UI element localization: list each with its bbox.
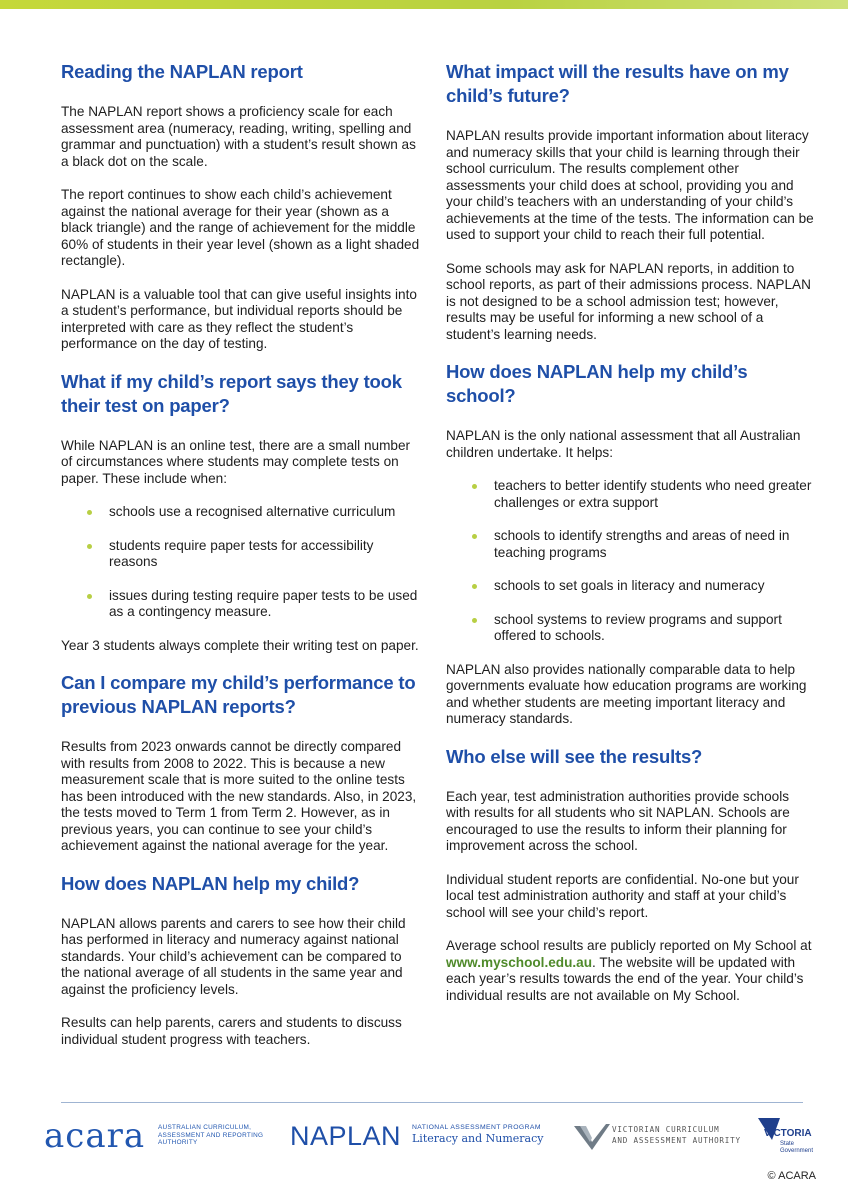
text-before-link: Average school results are publicly reported on My School at xyxy=(446,938,812,953)
victoria-wordmark: VICTORIA xyxy=(764,1128,812,1139)
left-column xyxy=(61,60,421,1065)
list-item xyxy=(446,612,816,645)
acara-logo: acara xyxy=(44,1116,146,1156)
section-heading: How does NAPLAN help my child’s school? xyxy=(446,361,748,406)
footer-divider xyxy=(61,1102,803,1103)
paragraph: NAPLAN also provides nationally comparable data to help governments evaluate how education programs are working and whether students are meeting important literacy and numeracy standards. xyxy=(446,661,807,726)
section-heading: What impact will the results have on my child’s future? xyxy=(446,61,789,106)
list-item-text: teachers to better identify students who need greater challenges or extra support xyxy=(494,478,812,510)
list-item-text: issues during testing require paper tests to be used as a contingency measure. xyxy=(109,587,418,619)
section-help-school xyxy=(446,360,816,728)
paragraph: NAPLAN is a valuable tool that can give useful insights into a student’s performance, but individual reports should be interpreted with care as they reflect the student’s performance on the day of testing. xyxy=(61,286,417,351)
section-heading: Reading the NAPLAN report xyxy=(61,61,303,82)
paragraph: While NAPLAN is an online test, there are a small number of circumstances where students may complete tests on paper. These include when: xyxy=(61,437,411,486)
vcaa-tick-icon xyxy=(572,1122,612,1152)
section-paper-test xyxy=(61,370,421,655)
list-item xyxy=(446,478,816,511)
bullet-list xyxy=(61,504,421,621)
naplan-logo-subtitle xyxy=(412,1124,547,1145)
bullet-icon xyxy=(472,534,477,539)
acara-logo-subtitle: AUSTRALIAN CURRICULUM, ASSESSMENT AND REPORTING AUTHORITY xyxy=(158,1124,264,1146)
list-item xyxy=(61,504,421,521)
list-item-text: school systems to review programs and support offered to schools. xyxy=(494,611,782,643)
bullet-icon xyxy=(87,544,92,549)
footer-logos xyxy=(0,1112,848,1162)
paragraph: Each year, test administration authorities provide schools with results for all students who sit NAPLAN. Schools are encouraged to use the results to inform their planning for improvement across the school. xyxy=(446,788,790,853)
section-reading-report xyxy=(61,60,421,353)
naplan-logo: NAPLAN xyxy=(290,1121,402,1151)
naplan-subtitle-line-2: Literacy and Numeracy xyxy=(412,1132,544,1145)
vcaa-line-1: VICTORIAN CURRICULUM xyxy=(612,1125,720,1134)
section-who-sees-results xyxy=(446,745,816,1005)
section-impact-future xyxy=(446,60,816,343)
victoria-sub-2: Government xyxy=(780,1148,814,1154)
section-help-child xyxy=(61,872,421,1049)
paragraph-my-school xyxy=(446,938,816,1004)
top-accent-bar xyxy=(0,0,848,9)
paragraph: Year 3 students always complete their writing test on paper. xyxy=(61,637,419,653)
victoria-sub-1: State xyxy=(780,1141,795,1147)
paragraph: The NAPLAN report shows a proficiency scale for each assessment area (numeracy, reading, writing, spelling and grammar and punctuation) with a student’s result shown as a black dot on the scale. xyxy=(61,104,416,169)
list-item-text: schools to identify strengths and areas of need in teaching programs xyxy=(494,528,790,560)
bullet-icon xyxy=(87,594,92,599)
myschool-link[interactable]: www.myschool.edu.au xyxy=(446,954,593,970)
list-item xyxy=(446,578,816,595)
bullet-icon xyxy=(472,618,477,623)
paragraph: Results from 2023 onwards cannot be directly compared with results from 2008 to 2022. This is because a new measurement scale that is more suited to the online tests has been introduced with the new standards. Also, in 2023, the tests moved to Term 1 from Term 2. However, as in previous years, you can continue to see your child’s achievement against the national average for the year. xyxy=(61,739,417,853)
vcaa-logo-text xyxy=(612,1124,752,1146)
list-item xyxy=(446,528,816,561)
victoria-government-logo xyxy=(758,1116,822,1156)
bullet-list xyxy=(446,478,816,645)
copyright-text: © ACARA xyxy=(767,1170,816,1182)
bullet-icon xyxy=(472,484,477,489)
bullet-icon xyxy=(472,584,477,589)
naplan-subtitle-line-1: NATIONAL ASSESSMENT PROGRAM xyxy=(412,1124,541,1131)
section-heading: How does NAPLAN help my child? xyxy=(61,872,360,894)
right-column xyxy=(446,60,816,1021)
paragraph: NAPLAN allows parents and carers to see how their child has performed in literacy and numeracy against national standards. Your child’s achievement can be compared to the national average of all students in the same year and against the proficiency levels. xyxy=(61,915,406,997)
list-item xyxy=(61,588,421,621)
vcaa-line-2: AND ASSESSMENT AUTHORITY xyxy=(612,1136,741,1145)
section-heading: What if my child’s report says they took their test on paper? xyxy=(61,370,402,416)
section-heading: Can I compare my child’s performance to previous NAPLAN reports? xyxy=(61,672,416,717)
list-item-text: schools to set goals in literacy and numeracy xyxy=(494,578,765,593)
paragraph: NAPLAN is the only national assessment that all Australian children undertake. It helps: xyxy=(446,428,801,460)
paragraph: Some schools may ask for NAPLAN reports, in addition to school reports, as part of their admissions process. NAPLAN is not designed to be a school admission test; however, results may be useful for informing a new school of a student’s learning needs. xyxy=(446,260,811,342)
list-item-text: students require paper tests for accessibility reasons xyxy=(109,537,374,569)
section-heading: Who else will see the results? xyxy=(446,745,703,767)
paragraph: Results can help parents, carers and students to discuss individual student progress with teachers. xyxy=(61,1015,402,1047)
list-item xyxy=(61,538,421,571)
section-compare-reports xyxy=(61,671,421,855)
paragraph: Individual student reports are confidential. No-one but your local test administration authority and staff at your child’s school will see your child’s report. xyxy=(446,871,799,920)
paragraph: The report continues to show each child’s achievement against the national average for their year (shown as a black triangle) and the range of achievement for the middle 60% of students in their year level (shown as a light shaded rectangle). xyxy=(61,187,420,268)
paragraph: NAPLAN results provide important information about literacy and numeracy skills that your child is learning through their school curriculum. The results complement other assessments your child does at school, providing you and your child’s teachers with an understanding of your child’s achievements at the time of the tests. The information can be used to support your child to reach their full potential. xyxy=(446,128,814,242)
text-after-link: . The website will be updated with each year’s results towards the end of the year. Your child’s individual results are not available on My School. xyxy=(446,954,804,1003)
list-item-text: schools use a recognised alternative curriculum xyxy=(109,504,396,519)
bullet-icon xyxy=(87,510,92,515)
